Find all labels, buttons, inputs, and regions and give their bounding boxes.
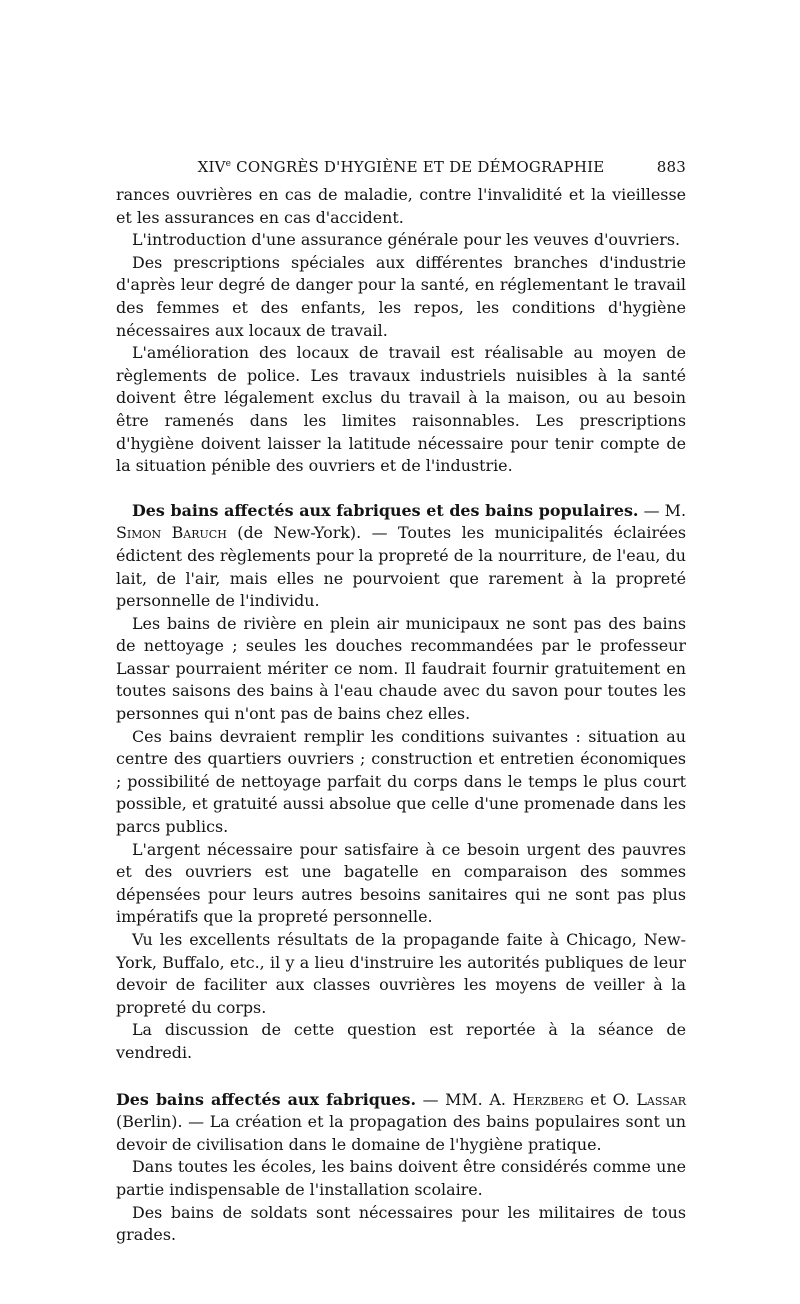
section-paragraph: Des bains affectés aux fabriques. — MM. A. Herzberg et O. Lassar (Berlin). — La création et la propagation des bains populaires sont un devoir de civilisation dans le domaine de l'hygiène pratique. bbox=[116, 1089, 686, 1154]
author-name: Lassar bbox=[636, 1089, 686, 1109]
author-name: Simon Baruch bbox=[116, 523, 227, 543]
paragraph: L'argent nécessaire pour satisfaire à ce besoin urgent des pauvres et des ouvriers est une bagatelle en comparaison des sommes dépensées pour leurs autres besoins sanitaires qui ne sont pas plus impératifs que la propreté personnelle. bbox=[116, 839, 686, 927]
paragraph: L'introduction d'une assurance générale pour les veuves d'ouvriers. bbox=[132, 230, 681, 250]
paragraph: Les bains de rivière en plein air municipaux ne sont pas des bains de nettoyage ; seules les douches recommandées par le professeur Lassar pourraient mériter ce nom. Il faudrait fournir gratuitement en toutes saisons des bains à l'eau chaude avec du savon pour toutes les personnes qui n'ont pas de bains chez elles. bbox=[116, 613, 686, 724]
paragraph: Dans toutes les écoles, les bains doivent être considérés comme une partie indispensable de l'installation scolaire. bbox=[116, 1157, 686, 1199]
paragraph: rances ouvrières en cas de maladie, contre l'invalidité et la vieillesse et les assurances en cas d'accident. bbox=[116, 185, 686, 227]
page-number: 883 bbox=[656, 158, 686, 176]
paragraph: Vu les excellents résultats de la propagande faite à Chicago, New-York, Buffalo, etc., il y a lieu d'instruire les autorités publiques de leur devoir de faciliter aux classes ouvrières les moyens de veiller à la propreté du corps. bbox=[116, 930, 686, 1017]
header-title: XIVe CONGRÈS D'HYGIÈNE ET DE DÉMOGRAPHIE bbox=[197, 158, 605, 176]
running-header bbox=[116, 158, 686, 184]
author-name: Herzberg bbox=[512, 1089, 584, 1109]
paragraph: Des bains de soldats sont nécessaires pour les militaires de tous grades. bbox=[116, 1202, 686, 1245]
paragraph: Ces bains devraient remplir les conditions suivantes : situation au centre des quartiers ouvriers ; construction et entretien économiques ; possibilité de nettoyage parfait du corps dans le temps le plus court possible, et gratuité aussi absolue que celle d'une promenade dans les parcs publics. bbox=[116, 726, 686, 837]
paragraph: L'amélioration des locaux de travail est réalisable au moyen de règlements de police. Les travaux industriels nuisibles à la santé doivent être légalement exclus du travail à la maison, ou au besoin être ramenés dans les limites raisonnables. Les prescriptions d'hygiène doivent laisser la latitude nécessaire pour tenir compte de la situation pénible des ouvriers et de l'industrie. bbox=[116, 343, 686, 476]
page bbox=[116, 158, 686, 1247]
paragraph: Des prescriptions spéciales aux différentes branches d'industrie d'après leur degré de danger pour la santé, en réglementant le travail des femmes et des enfants, les repos, les conditions d'hygiène nécessaires aux locaux de travail. bbox=[116, 252, 686, 340]
paragraph: La discussion de cette question est reportée à la séance de vendredi. bbox=[116, 1020, 686, 1062]
section-title: Des bains affectés aux fabriques et des bains populaires. bbox=[132, 500, 639, 520]
section-title: Des bains affectés aux fabriques. bbox=[116, 1089, 416, 1109]
body-text bbox=[116, 184, 686, 1247]
section-paragraph: Des bains affectés aux fabriques et des bains populaires. — M. Simon Baruch (de New-York). — Toutes les municipalités éclairées édictent des règlements pour la propreté de la nourriture, de l'eau, du lait, de l'air, mais elles ne pourvoient que rarement à la propreté personnelle de l'individu. bbox=[116, 500, 687, 611]
